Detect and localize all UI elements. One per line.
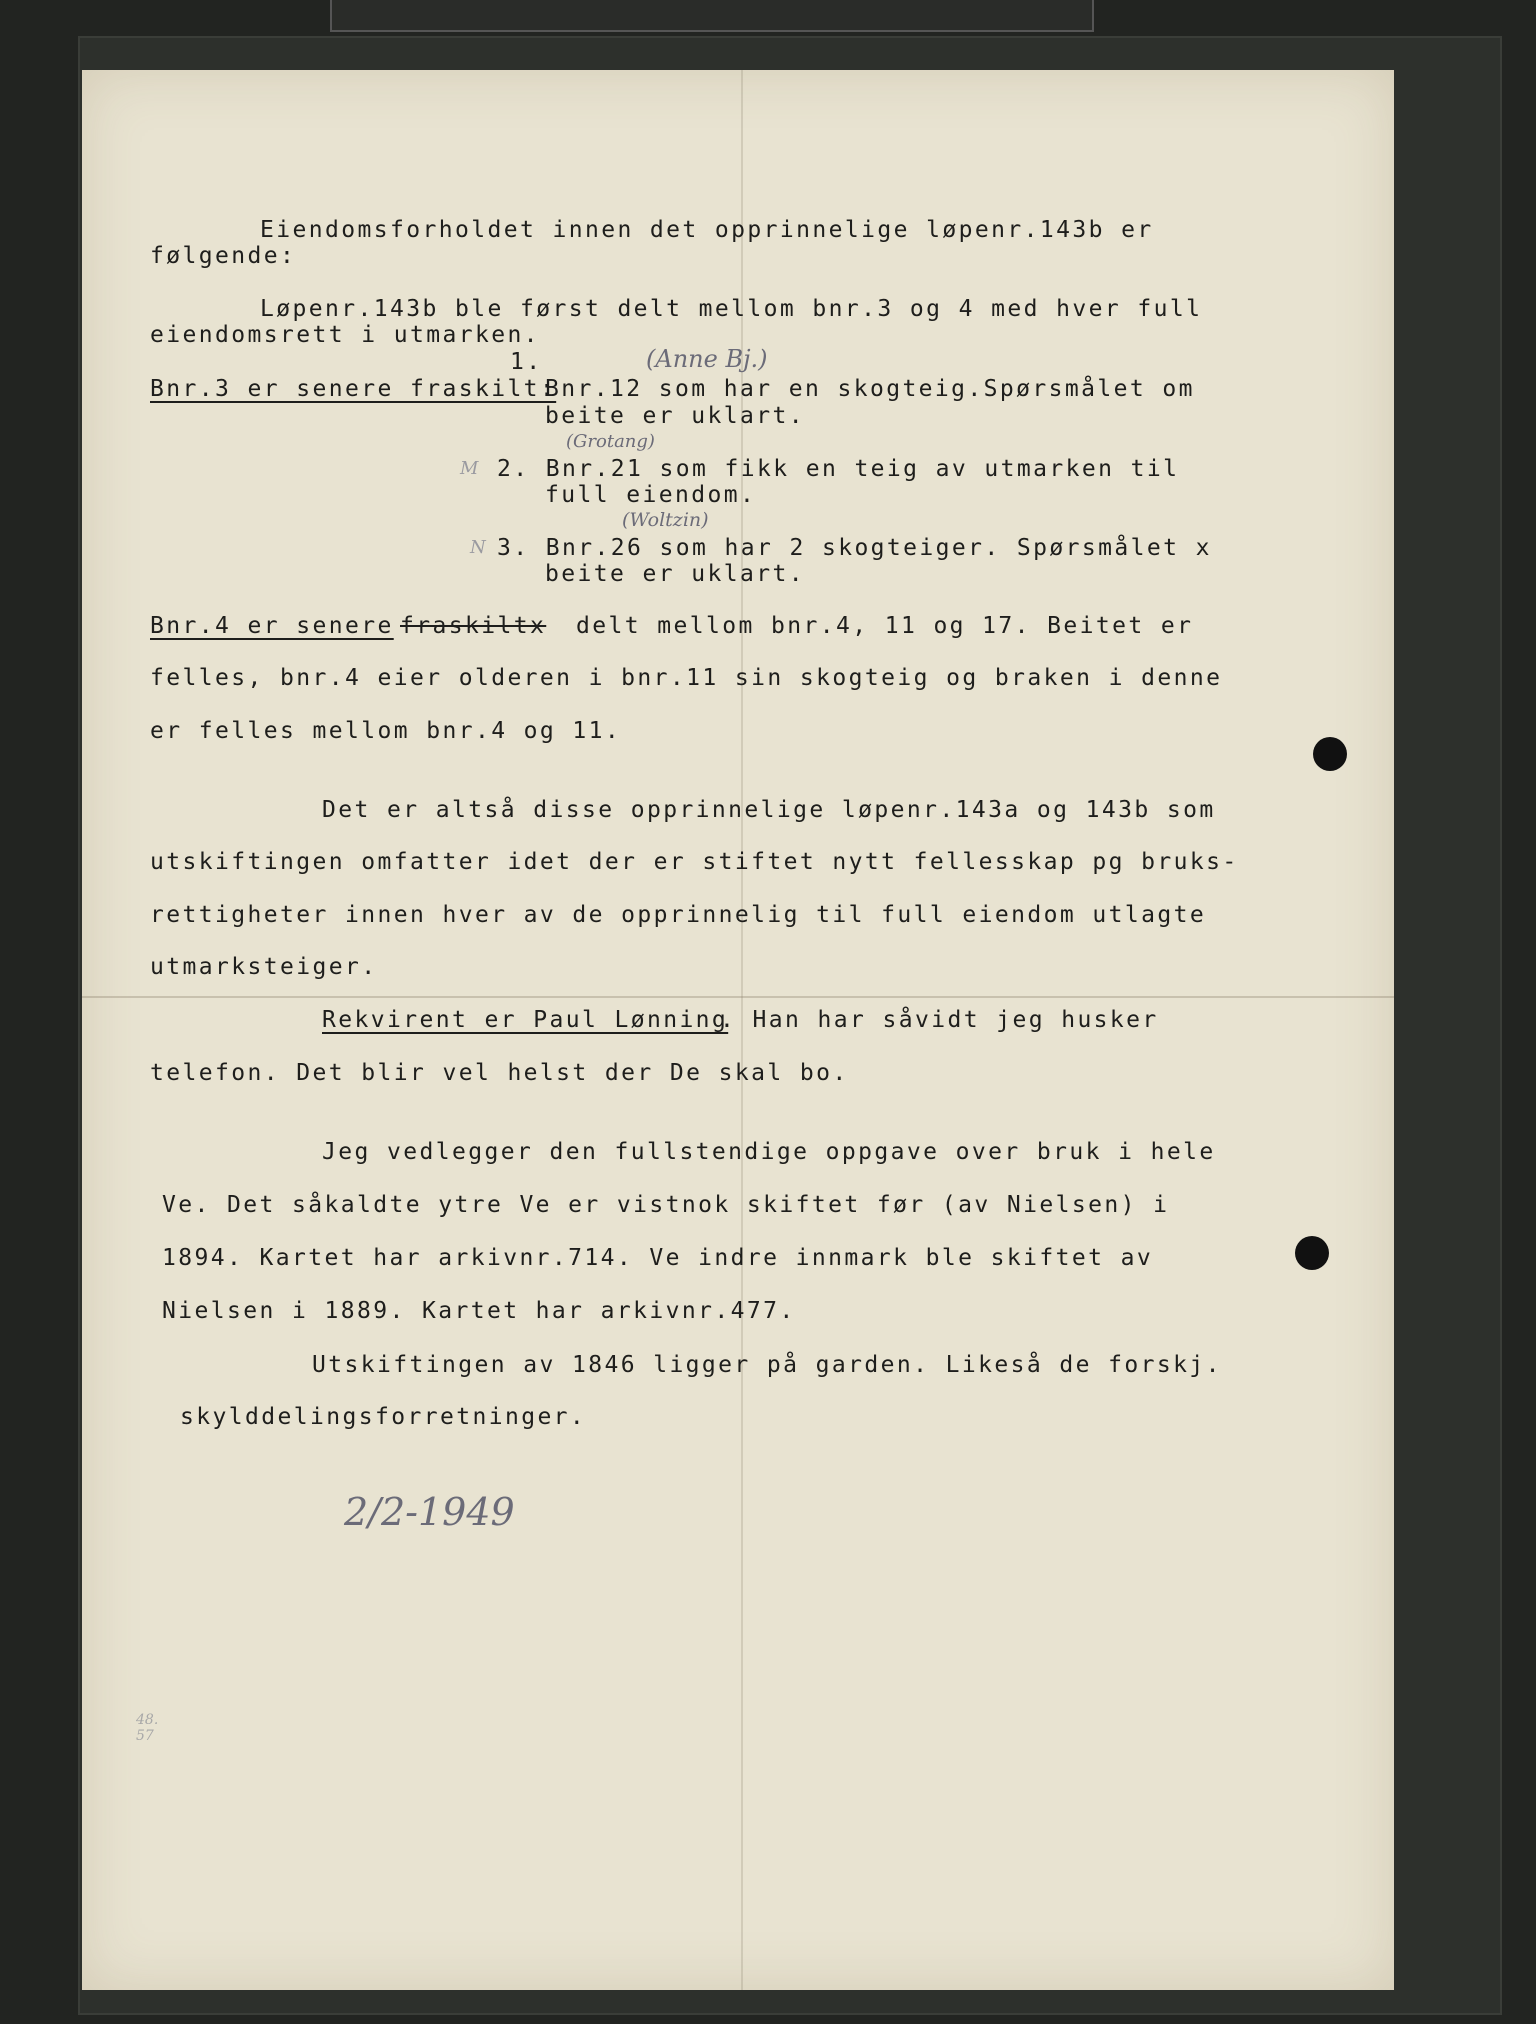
text-line: delt mellom bnr.4, 11 og 17. Beitet er — [576, 613, 1194, 639]
handwritten-mark: N — [470, 537, 486, 558]
text-line: Utskiftingen av 1846 ligger på garden. Likeså de forskj. — [312, 1352, 1222, 1378]
text-line: Løpenr.143b ble først delt mellom bnr.3 og 4 med hver full — [260, 296, 1203, 322]
text-line: skylddelingsforretninger. — [180, 1404, 587, 1430]
text-line-underlined: Bnr.3 er senere fraskilt: — [150, 376, 557, 402]
text-line-underlined: Bnr.4 er senere — [150, 613, 394, 639]
handwritten-note: (Anne Bj.) — [646, 345, 768, 373]
text-line: felles, bnr.4 eier olderen i bnr.11 sin skogteig og braken i denne — [150, 665, 1223, 691]
punch-hole-bottom — [1295, 1236, 1329, 1270]
text-line: . Han har såvidt jeg husker — [720, 1007, 1159, 1033]
text-line: følgende: — [150, 243, 297, 269]
text-line: beite er uklart. — [545, 561, 805, 587]
item-number: 1. — [510, 349, 543, 375]
text-line: er felles mellom bnr.4 og 11. — [150, 718, 622, 744]
text-line: 3. Bnr.26 som har 2 skogteiger. Spørsmålet x — [497, 535, 1212, 561]
handwritten-note: (Woltzin) — [622, 509, 709, 531]
handwritten-note: (Grotang) — [566, 431, 655, 452]
handwritten-margin-note: 48. 57 — [136, 1712, 159, 1744]
text-line: rettigheter innen hver av de opprinnelig til full eiendom utlagte — [150, 902, 1207, 928]
binder-tab — [330, 0, 1094, 32]
text-line-underlined: Rekvirent er Paul Lønning — [322, 1007, 729, 1033]
struck-text: fraskiltx — [400, 613, 547, 639]
handwritten-mark: M — [460, 458, 479, 479]
text-line: Det er altså disse opprinnelige løpenr.143a og 143b som — [322, 797, 1216, 823]
text-line: Eiendomsforholdet innen det opprinnelige løpenr.143b er — [260, 217, 1154, 243]
text-line: telefon. Det blir vel helst der De skal bo. — [150, 1060, 849, 1086]
text-line: eiendomsrett i utmarken. — [150, 322, 540, 348]
text-line: Nielsen i 1889. Kartet har arkivnr.477. — [162, 1298, 796, 1324]
text-line: beite er uklart. — [545, 403, 805, 429]
handwritten-date: 2/2-1949 — [344, 1490, 515, 1534]
text-line: utskiftingen omfatter idet der er stiftet nytt fellesskap pg bruks- — [150, 849, 1239, 875]
text-line: full eiendom. — [545, 482, 757, 508]
text-line: 1894. Kartet har arkivnr.714. Ve indre innmark ble skiftet av — [162, 1245, 1154, 1271]
text-line: utmarksteiger. — [150, 954, 378, 980]
punch-hole-top — [1313, 737, 1347, 771]
text-line: Jeg vedlegger den fullstendige oppgave over bruk i hele — [322, 1139, 1216, 1165]
fold-line-horizontal — [82, 996, 1394, 998]
text-line: Bnr.12 som har en skogteig.Spørsmålet om — [545, 376, 1195, 402]
text-line: 2. Bnr.21 som fikk en teig av utmarken til — [497, 456, 1180, 482]
text-line: Ve. Det såkaldte ytre Ve er vistnok skiftet før (av Nielsen) i — [162, 1192, 1170, 1218]
